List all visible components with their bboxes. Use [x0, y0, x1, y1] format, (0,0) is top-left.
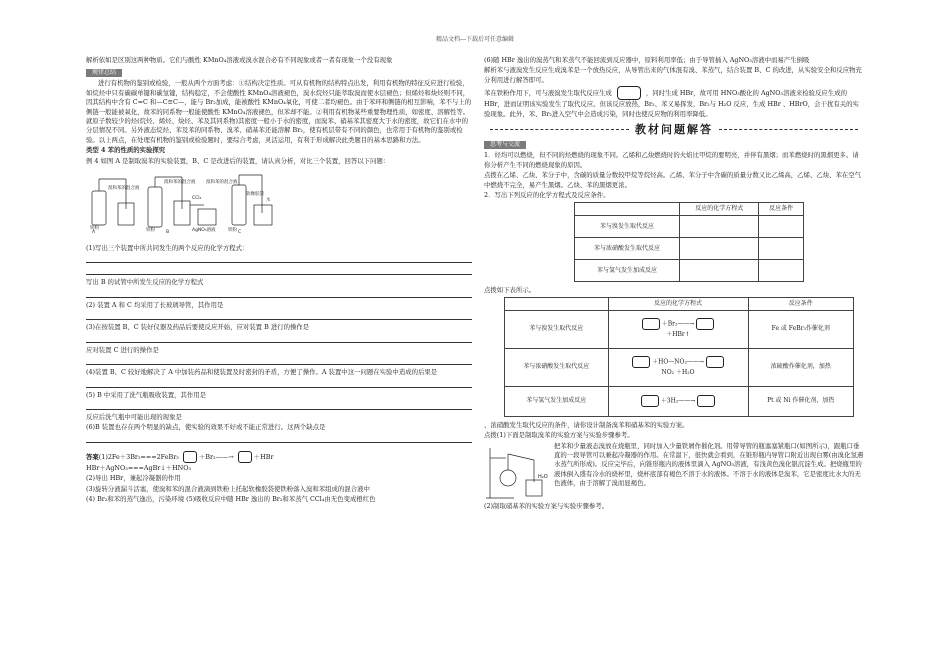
- think-exchange-label: 思考与交流: [484, 141, 526, 149]
- equation-product: NO₂ ＋H₂O: [661, 369, 695, 377]
- lab-dianbo-1: 点拨(1)下面是制取溴苯的实验方案与实验步骤参考。: [484, 431, 634, 440]
- table-row: [505, 348, 854, 386]
- rule-summary-text: 进行有机物的鉴别或检验，一般从两个方面考虑：①结构决定性质。可从有机物的结构特点出发，利用有机物的特征反应进行检验，如烷烃中只有碳碳单键和碳氢键，结构稳定，不会使酸性 KMnO₄溶液褪色，溴水烷烃只能萃取溴而使水层褪色；但烯烃和炔烃则不同，因其结构中含有 C=C 和—C≡C—，能与 Br₂加成，能被酸性 KMnO₄氧化，可使二者均褪色。由于苯环和侧链的相互影响，苯不与上的侧链一般能被氧化，故苯的同系物一般能使酸性 KMnO₄溶液褪色，但苯却不能。②利用有机物某些重要物理性质，如密度、溶解性等。就原子数较少的烃(烷烃、烯烃、炔烃、苯及其同系物)其密度一般小于水的密度，而溴苯、硝基苯其密度大于水的密度，故它们在水中的分层情况不同。另外液态烷烃、苯及苯的同系物、溴苯、硝基苯还能溶解 Br₂，使有机层带有不同的颜色，也常用于有机物的鉴别或检验。以上两点，在处理有机物的鉴别或检验题时，要综合考虑，灵活运用，有利于形成解决此类题目的基本思路和方法。: [86, 79, 472, 144]
- analysis-right: 解析苯与液溴发生反应生成溴苯是一个放热反应，从导管出来的气体混有溴、苯蒸气，结合装置 B、C 的改进，从实验安全和反应物充分利用进行解答即可。: [484, 66, 862, 84]
- answer-6: (6)随 HBr 逸出的溴蒸气和苯蒸气不能回流到反应器中，原料利用率低；由于导管插入 AgNO₃溶液中而易产生倒吸: [484, 56, 810, 64]
- fig-label-4: AgNO₃溶液: [192, 228, 216, 234]
- lab-dianbo-2: (2)制取硝基苯的实验方案与实验步骤参考。: [484, 501, 609, 510]
- answer-1d: HBr＋AgNO₃===AgBr↓＋HNO₃: [86, 463, 192, 472]
- table-cell: [759, 259, 804, 281]
- benzene-ring-icon: [641, 395, 659, 407]
- fig-label-8: 铁粉: [228, 228, 237, 234]
- right-column: [484, 56, 864, 512]
- answer-blank: [86, 266, 472, 275]
- nitrobenzene-icon: [706, 356, 724, 368]
- type-title: 类型 4 苯的性质的实验探究: [86, 146, 166, 155]
- dianbo-2: 点拨如下表所示。: [484, 285, 536, 294]
- answer-blank: [86, 379, 472, 388]
- table-cell: Pt 或 Ni 作催化剂，加热: [748, 386, 854, 416]
- answer-blank: [86, 289, 472, 298]
- water-label: H₂O: [538, 473, 548, 480]
- cyclohexane-icon: [697, 395, 715, 407]
- table-cell: 苯与溴发生取代反应: [575, 215, 680, 237]
- answer-blank: [86, 401, 472, 410]
- page-header: 精品文档---下载后可任意编辑: [435, 36, 515, 43]
- divider: [719, 129, 858, 130]
- question-5: (5) B 中采用了洗气瓶吸收装置，其作用是: [86, 390, 207, 399]
- fig-label-1: 铁粉: [90, 226, 99, 232]
- lab-question: 、浓硝酸发生取代反应的条件，请你设计制备溴苯和硝基苯的实验方案。: [484, 420, 689, 429]
- question-4: (4)装置 B、C 较好地解决了 A 中加装药品和使装置及时密封的矛盾，方便了操作。A 装置中这一问题在实验中造成的后果是: [86, 368, 438, 377]
- section-title: 教材问题解答: [635, 123, 713, 137]
- flask-a: [92, 191, 106, 225]
- example-4: 例 4 如图 A 是制取溴苯的实验装置，B、C 是改进后的装置，请认真分析，对比三个装置，回答以下问题：: [86, 156, 390, 165]
- lab-procedure: 把苯和少量液态溴放在烧瓶里，同时加入少量铁屑作催化剂。用带导管的瓶塞塞紧瓶口(如图所示)，跟瓶口垂直的一段导管可以兼起冷凝器的作用。在常温下，很快就会看到，在锥形瓶内导管口附近出现白雾(由溴化氢遇水蒸气所形成)。反应完毕后，向锥形瓶内的液体里滴入 AgNO₃溶液，有浅黄色溴化银沉淀生成。把烧瓶里的液体倒入盛有冷水的烧杯里，烧杯底部有褐色不溶于水的液体。不溶于水的液体是溴苯，它是密度比水大的无色液体，由于溶解了溴而显褐色。: [554, 441, 864, 488]
- answer-1b: ＋Br₂——→: [198, 452, 234, 461]
- equation: ＋HO—NO₂——→: [652, 358, 704, 366]
- fig-label-3: CCl₄: [192, 196, 202, 202]
- answer-blank: [86, 254, 472, 263]
- table-cell: 苯与氢气发生加成反应: [505, 386, 609, 416]
- table-header: 反应条件: [759, 203, 804, 215]
- bromobenzene-icon: [238, 451, 252, 463]
- benzene-ring-icon: [632, 356, 650, 368]
- apparatus-figure: [86, 169, 472, 241]
- table-header: 反应条件: [748, 298, 854, 310]
- flask-c: [232, 185, 246, 225]
- fig-label-0: 溴和苯的混合液: [108, 186, 140, 192]
- table-row: [505, 386, 854, 416]
- question-3: (3)在按装置 B、C 装好仪器及药品后要使反应开始，应对装置 B 进行的操作是: [86, 323, 310, 332]
- answer-blank: [86, 311, 472, 320]
- table-cell: [608, 310, 748, 348]
- label-c: C: [238, 230, 242, 236]
- reaction-table: [504, 297, 854, 416]
- answer-blank: [86, 334, 472, 343]
- equation: ＋3H₂——→: [660, 397, 696, 405]
- answer-blank: [86, 356, 472, 365]
- divider: [490, 129, 629, 130]
- table-cell: [680, 215, 759, 237]
- fig-label-5: 铁粉: [146, 228, 155, 234]
- equation-product: ＋HBr↑: [666, 331, 690, 339]
- lab-block: [484, 442, 864, 502]
- apparatus-diagram: [86, 169, 276, 241]
- benzene-ring-icon: [642, 318, 660, 330]
- table-cell: [759, 215, 804, 237]
- table-cell: [680, 259, 759, 281]
- lab-figure: [484, 442, 554, 502]
- table-cell: 浓硫酸作催化剂，加热: [748, 348, 854, 386]
- rule-summary-label: 规律总结: [86, 69, 122, 77]
- table-row: [505, 310, 854, 348]
- question-5b: 反应后洗气瓶中可能出现的现象是: [86, 412, 182, 421]
- table-cell: 苯与氢气发生加成反应: [575, 259, 680, 281]
- section-title-bar: [484, 123, 864, 137]
- think-question-1: 1．烃均可以燃烧，但不同的烃燃烧的现象不同。乙烯和乙炔燃烧时的火焰比甲烷的要明亮，并伴有黑烟；而苯燃烧时的黑烟更多。请你分析产生不同的燃烧现象的原因。: [484, 151, 859, 169]
- iron-reaction-b: ，同时生成 HBr，故可用 HNO₃酸化的 AgNO₃溶液来检验反应生成的 HBr，进而证明该实验发生了取代反应。但该反应放热，Br₂、苯又易挥发，Br₂与 H₂O 反应，生成 HBr 、HBrO，会干扰有关的实验现象。此外，苯、Br₂进入空气中会造成污染，同时也使反应物的利用率降低。: [484, 89, 859, 118]
- iron-reaction-a: 苯在铁粉作用下，可与液溴发生取代反应生成: [484, 89, 612, 98]
- reaction-table-blank: [574, 202, 804, 281]
- table-cell: 苯与溴发生取代反应: [505, 310, 609, 348]
- question-3b: 应对装置 C 进行的操作是: [86, 345, 159, 354]
- fig-label-9: 水: [266, 198, 271, 204]
- fig-label-7: 软橡胶袋: [246, 192, 264, 198]
- table-header: [575, 203, 680, 215]
- lab-apparatus-diagram: [484, 442, 554, 502]
- table-cell: 苯与浓硝酸发生取代反应: [575, 237, 680, 259]
- label-b: B: [166, 230, 170, 236]
- table-cell: Fe 或 FeBr₃作催化剂: [748, 310, 854, 348]
- table-cell: [759, 237, 804, 259]
- question-6: (6)B 装置也存在两个明显的缺点，使实验的效果不好或不能正常进行。这两个缺点是: [86, 423, 326, 432]
- beaker-c: [254, 205, 272, 225]
- think-question-2: 2．写出下列反应的化学方程式及反应条件。: [484, 191, 610, 200]
- table-cell: [608, 348, 748, 386]
- bromobenzene-structure-icon: [617, 86, 641, 100]
- question-1: (1)写出三个装置中所共同发生的两个反应的化学方程式：: [86, 244, 249, 253]
- answer-1c: ＋HBr: [253, 452, 274, 461]
- table-header: 反应的化学方程式: [608, 298, 748, 310]
- answer-label: 答案: [86, 452, 99, 461]
- beaker-b: [198, 209, 216, 225]
- question-1b: 写出 B 的试管中所发生反应的化学方程式: [86, 278, 204, 287]
- fig-label-2: 溴和苯的混合液: [164, 180, 196, 186]
- table-header: [505, 298, 609, 310]
- answer-block: [86, 451, 472, 505]
- answer-3: (3)旋转分液漏斗活塞，使溴和苯的混合液滴到铁粉上托起软橡胶袋使铁粉落入溴和苯组成的混合液中: [86, 484, 370, 493]
- table-header: 反应的化学方程式: [680, 203, 759, 215]
- table-cell: [680, 237, 759, 259]
- answer-1-text: (1)2Fe＋3Br₂===2FeBr₃: [98, 452, 179, 461]
- answer-blank: [86, 434, 472, 443]
- analysis-paragraph: 解析依如是区别这两种物质。它们与酸性 KMnO₄溶液或溴水混合必有不同现象或者一者有现象一个没有现象: [86, 56, 393, 64]
- question-2: (2) 装置 A 和 C 均采用了长玻璃导管，其作用是: [86, 300, 224, 309]
- equation: ＋Br₂——→: [661, 320, 695, 328]
- left-column: [86, 56, 472, 505]
- answer-4: (4) Br₂和苯的蒸气逸出，污染环境 (5)吸收反应中随 HBr 逸出的 Br₂和苯蒸气 CCl₄由无色变成橙红色: [86, 494, 376, 503]
- benzene-ring-icon: [183, 451, 197, 463]
- think-answer-1: 点拨在乙烯、乙炔、苯分子中，含碳的质量分数较甲烷等烷烃高。乙烯、苯分子中含碳的质量分数又比乙烯高，乙烯、乙炔、苯在空气中燃烧不完全，易产生黑烟。乙炔、苯的黑烟更浓。: [484, 171, 862, 189]
- table-cell: 苯与浓硝酸发生取代反应: [505, 348, 609, 386]
- answer-1: [86, 451, 472, 463]
- table-cell: [608, 386, 748, 416]
- fig-label-6: 溴和苯的混合液: [206, 180, 238, 186]
- bromobenzene-icon: [696, 318, 714, 330]
- label-a: A: [92, 230, 96, 236]
- iron-reaction: [484, 86, 864, 119]
- flask-b: [148, 187, 162, 227]
- answer-2: (2)导出 HBr，兼起冷凝器的作用: [86, 474, 181, 483]
